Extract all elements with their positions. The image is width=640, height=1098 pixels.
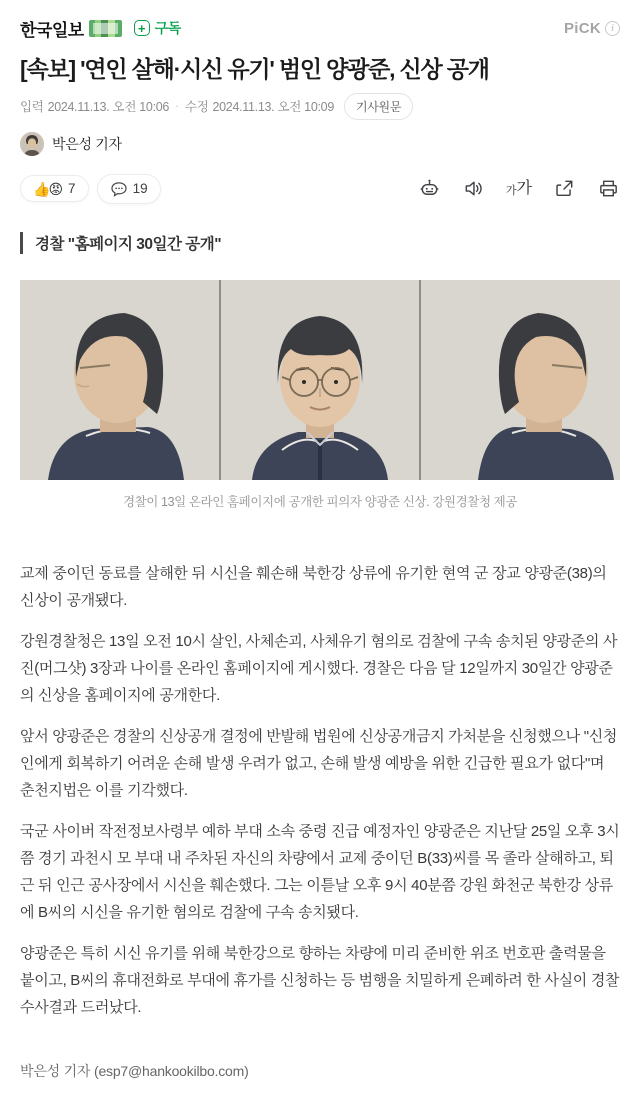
font-size-button[interactable] (506, 181, 532, 197)
publisher-logo-icon (89, 20, 122, 37)
comment-bubble-icon (110, 180, 128, 198)
reaction-count: 7 (68, 181, 76, 197)
published-label: 입력 (20, 100, 44, 115)
publisher-name[interactable]: 한국일보 (20, 20, 84, 40)
printer-icon (597, 177, 620, 200)
published-time: 2024.11.13. 오전 10:06 (47, 100, 170, 115)
comment-button[interactable] (97, 174, 161, 204)
share-icon (553, 177, 576, 200)
photo-caption: 경찰이 13일 온라인 홈페이지에 공개한 피의자 양광준 신상. 강원경찰청 제공 (122, 494, 518, 509)
paragraph: 양광준은 특히 시신 유기를 위해 북한강으로 향하는 차량에 미리 준비한 위조 번호판 출력물을 붙이고, B씨의 휴대전화로 부대에 휴가를 신청하는 등 범행을 치밀하게 은폐하려 한 사실이 경찰 수사결과 드러났다. (20, 944, 620, 1016)
press-header (20, 0, 620, 40)
comment-count: 19 (132, 181, 148, 197)
pick-label: PiCK (563, 19, 601, 37)
plus-icon: + (134, 20, 150, 36)
article-title: [속보] '연인 살해·시신 유기' 범인 양광준, 신상 공개 (20, 56, 489, 82)
reporter-avatar (20, 132, 44, 156)
article-toolbar (418, 177, 620, 200)
font-size-big-glyph: 가 (516, 179, 532, 197)
reporter-email-byline: 박은성 기자 (esp7@hankookilbo.com) (20, 1062, 249, 1079)
listen-button[interactable] (462, 177, 485, 200)
thumbs-up-emoji-icon: 👍 (33, 180, 51, 197)
article-meta (20, 95, 620, 118)
mugshot-photo[interactable] (20, 280, 620, 480)
font-size-small-glyph: 가 (505, 184, 517, 197)
paragraph: 교제 중이던 동료를 살해한 뒤 시신을 훼손해 북한강 상류에 유기한 현역 군 장교 양광준(38)의 신상이 공개됐다. (20, 564, 607, 609)
angry-emoji-icon: 😡 (48, 180, 64, 197)
print-button[interactable] (597, 177, 620, 200)
meta-separator: · (175, 99, 179, 114)
pick-badge (564, 20, 620, 37)
subscribe-button[interactable] (134, 18, 181, 38)
modified-label: 수정 (184, 100, 209, 115)
ai-summary-button[interactable] (418, 177, 441, 200)
original-article-button[interactable]: 기사원문 (344, 93, 413, 120)
paragraph: 강원경찰청은 13일 오전 10시 살인, 사체손괴, 사체유기 혐의로 검찰에 구속 송치된 양광준의 사진(머그샷) 3장과 나이를 온라인 홈페이지에 게시했다. 경찰은 다음 달 12일까지 30일간 양광준의 신상을 홈페이지에 공개한다. (20, 632, 618, 704)
robot-icon (418, 177, 441, 200)
speaker-icon (462, 177, 485, 200)
paragraph: 국군 사이버 작전정보사령부 예하 부대 소속 중령 진급 예정자인 양광준은 지난달 25일 오후 3시쯤 경기 과천시 모 부대 내 주차된 자신의 차량에서 교제 중이던 B(33)씨를 목 졸라 살해하고, 퇴근 뒤 인근 공사장에서 시신을 훼손했다. 그는 이튿날 오후 9시 40분쯤 강원 화천군 북한강 상류에 B씨의 시신을 유기한 혐의로 검찰에 구속 송치됐다. (20, 822, 620, 921)
paragraph: 앞서 양광준은 경찰의 신상공개 결정에 반발해 법원에 신상공개금지 가처분을 신청했으나 "신청인에게 회복하기 어려운 손해 발생 우려가 없고, 손해 발생 예방을 위한 긴급한 필요가 없다"며 춘천지법은 이를 기각했다. (20, 727, 618, 799)
share-button[interactable] (553, 177, 576, 200)
reaction-button[interactable] (20, 175, 89, 202)
subscribe-label: 구독 (154, 20, 181, 36)
info-icon[interactable]: i (605, 21, 620, 36)
modified-time: 2024.11.13. 오전 10:09 (212, 100, 334, 115)
reporter-row[interactable] (20, 132, 620, 156)
reporter-name: 박은성 기자 (52, 135, 122, 152)
article-body (20, 560, 620, 1021)
article-subheading: 경찰 "홈페이지 30일간 공개" (20, 232, 620, 254)
action-bar (20, 172, 620, 206)
